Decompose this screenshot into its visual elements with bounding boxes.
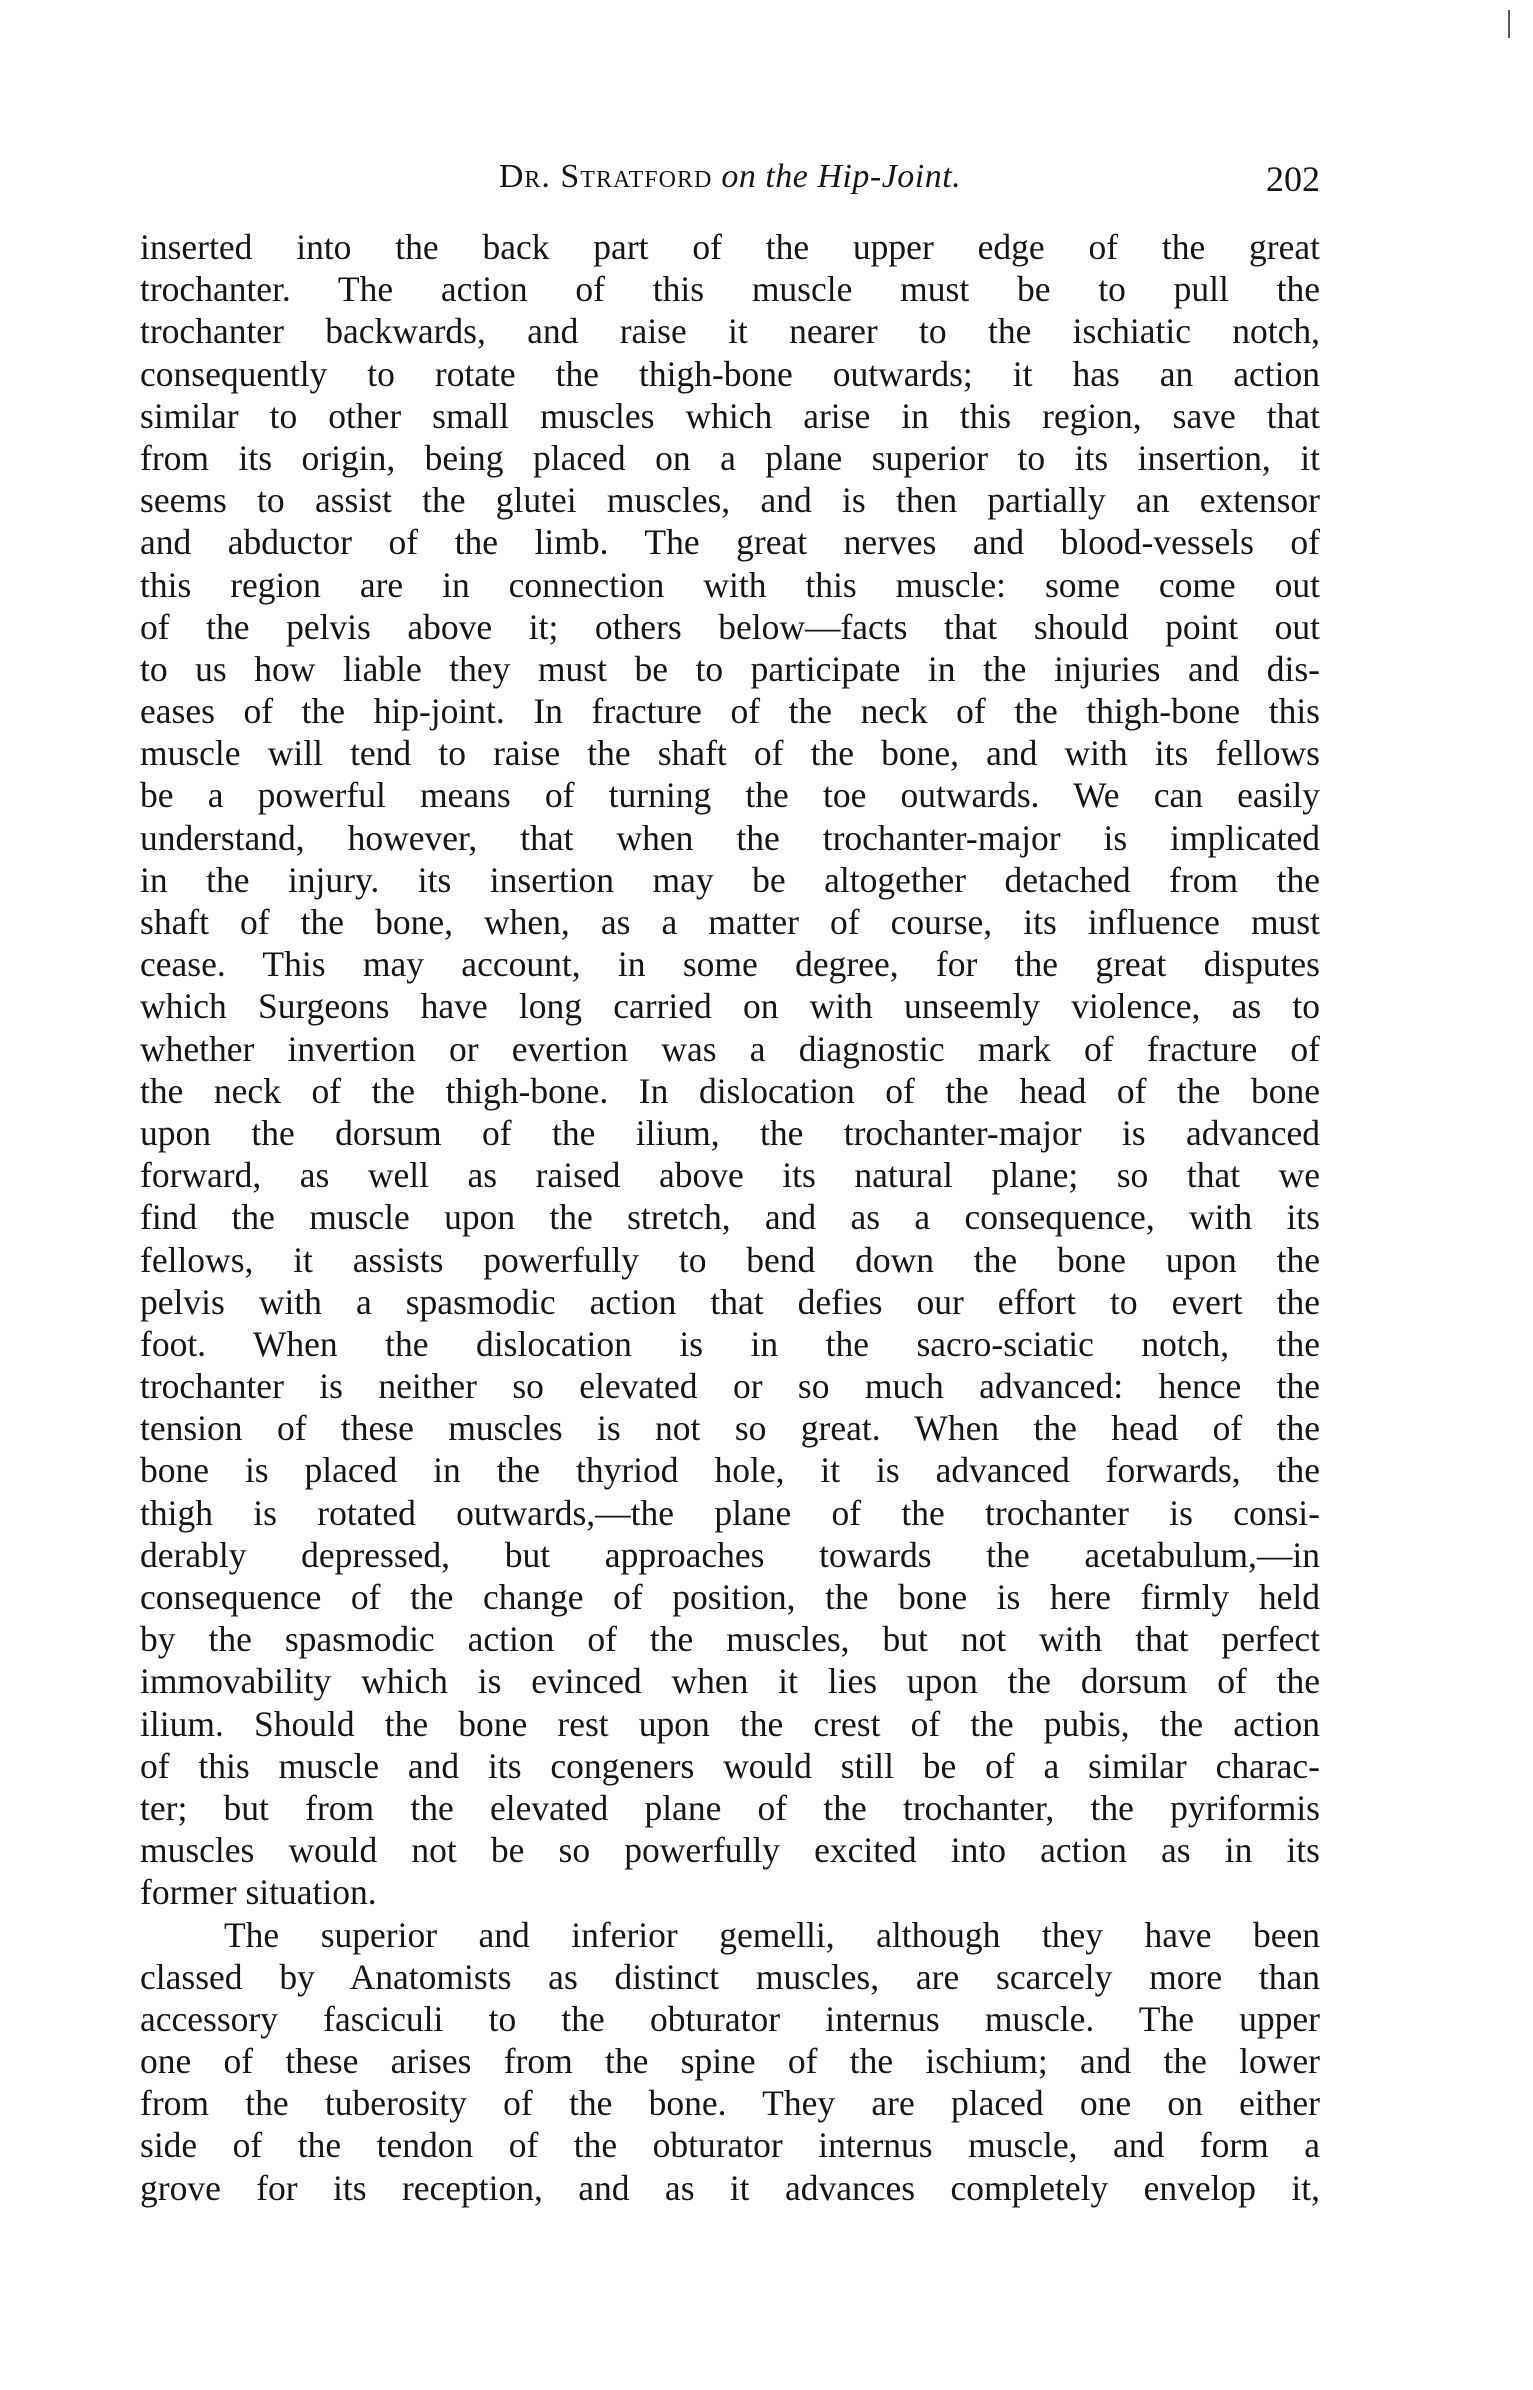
- running-header: [140, 158, 1320, 208]
- text-line: find the muscle upon the stretch, and as a consequence, with its: [140, 1197, 1320, 1238]
- text-line: eases of the hip-joint. In fracture of the neck of the thigh-bone this: [140, 691, 1320, 732]
- text-line: in the injury. its insertion may be altogether detached from the: [140, 859, 1320, 900]
- text-line: similar to other small muscles which arise in this region, save that: [140, 395, 1320, 436]
- text-line: be a powerful means of turning the toe outwards. We can easily: [140, 775, 1320, 816]
- text-line: thigh is rotated outwards,—the plane of the trochanter is consi-: [140, 1492, 1320, 1533]
- text-line: ilium. Should the bone rest upon the crest of the pubis, the action: [140, 1703, 1320, 1744]
- running-title: [140, 158, 1320, 196]
- text-line: bone is placed in the thyriod hole, it is advanced forwards, the: [140, 1450, 1320, 1491]
- text-line: ter; but from the elevated plane of the trochanter, the pyriformis: [140, 1787, 1320, 1828]
- text-line: trochanter. The action of this muscle must be to pull the: [140, 269, 1320, 310]
- text-line: pelvis with a spasmodic action that defies our effort to evert the: [140, 1281, 1320, 1322]
- text-line: classed by Anatomists as distinct muscles, are scarcely more than: [140, 1956, 1320, 1997]
- page-number: 202: [1266, 159, 1320, 199]
- text-line: immovability which is evinced when it lies upon the dorsum of the: [140, 1661, 1320, 1702]
- text-line: tension of these muscles is not so great. When the head of the: [140, 1408, 1320, 1449]
- text-line: derably depressed, but approaches towards the acetabulum,—in: [140, 1534, 1320, 1575]
- body-text: [140, 226, 1320, 2209]
- header-author: Dr. Stratford: [498, 158, 713, 195]
- text-line: forward, as well as raised above its natural plane; so that we: [140, 1155, 1320, 1196]
- text-line: and abductor of the limb. The great nerves and blood-vessels of: [140, 522, 1320, 563]
- paragraph: [140, 1914, 1320, 2209]
- text-line: of this muscle and its congeners would still be of a similar charac-: [140, 1745, 1320, 1786]
- text-line: trochanter is neither so elevated or so much advanced: hence the: [140, 1366, 1320, 1407]
- text-line: former situation.: [140, 1872, 377, 1913]
- text-line: accessory fasciculi to the obturator internus muscle. The upper: [140, 1998, 1320, 2039]
- text-line: of the pelvis above it; others below—facts that should point out: [140, 606, 1320, 647]
- text-line: seems to assist the glutei muscles, and is then partially an extensor: [140, 480, 1320, 521]
- text-line: shaft of the bone, when, as a matter of course, its influence must: [140, 902, 1320, 942]
- text-line: The superior and inferior gemelli, although they have been: [224, 1914, 1320, 1955]
- scan-edge-mark: [1508, 10, 1510, 38]
- text-line: by the spasmodic action of the muscles, but not with that perfect: [140, 1619, 1320, 1660]
- text-line: muscles would not be so powerfully excited into action as in its: [140, 1830, 1320, 1871]
- text-line: inserted into the back part of the upper edge of the great: [140, 227, 1320, 267]
- text-line: trochanter backwards, and raise it nearer to the ischiatic notch,: [140, 311, 1320, 352]
- text-line: muscle will tend to raise the shaft of the bone, and with its fellows: [140, 733, 1320, 774]
- text-line: upon the dorsum of the ilium, the trochanter-major is advanced: [140, 1112, 1320, 1153]
- text-line: cease. This may account, in some degree, for the great disputes: [140, 944, 1320, 985]
- text-line: whether invertion or evertion was a diagnostic mark of fracture of: [140, 1028, 1320, 1069]
- text-line: this region are in connection with this muscle: some come out: [140, 564, 1320, 605]
- text-line: from its origin, being placed on a plane superior to its insertion, it: [140, 437, 1320, 478]
- text-line: understand, however, that when the trochanter-major is implicated: [140, 817, 1320, 858]
- text-line: consequence of the change of position, the bone is here firmly held: [140, 1577, 1320, 1617]
- text-line: one of these arises from the spine of the ischium; and the lower: [140, 2041, 1320, 2082]
- text-line: side of the tendon of the obturator internus muscle, and form a: [140, 2125, 1320, 2166]
- text-line: foot. When the dislocation is in the sacro-sciatic notch, the: [140, 1323, 1320, 1364]
- text-line: consequently to rotate the thigh-bone outwards; it has an action: [140, 353, 1320, 394]
- text-line: which Surgeons have long carried on with unseemly violence, as to: [140, 986, 1320, 1027]
- text-line: fellows, it assists powerfully to bend down the bone upon the: [140, 1239, 1320, 1280]
- text-line: to us how liable they must be to participate in the injuries and dis-: [140, 648, 1320, 689]
- text-line: grove for its reception, and as it advances completely envelop it,: [140, 2167, 1320, 2208]
- text-line: the neck of the thigh-bone. In dislocation of the head of the bone: [140, 1070, 1320, 1111]
- header-title: on the Hip-Joint.: [721, 158, 962, 195]
- paragraph: [140, 226, 1320, 1914]
- text-line: from the tuberosity of the bone. They are placed one on either: [140, 2083, 1320, 2124]
